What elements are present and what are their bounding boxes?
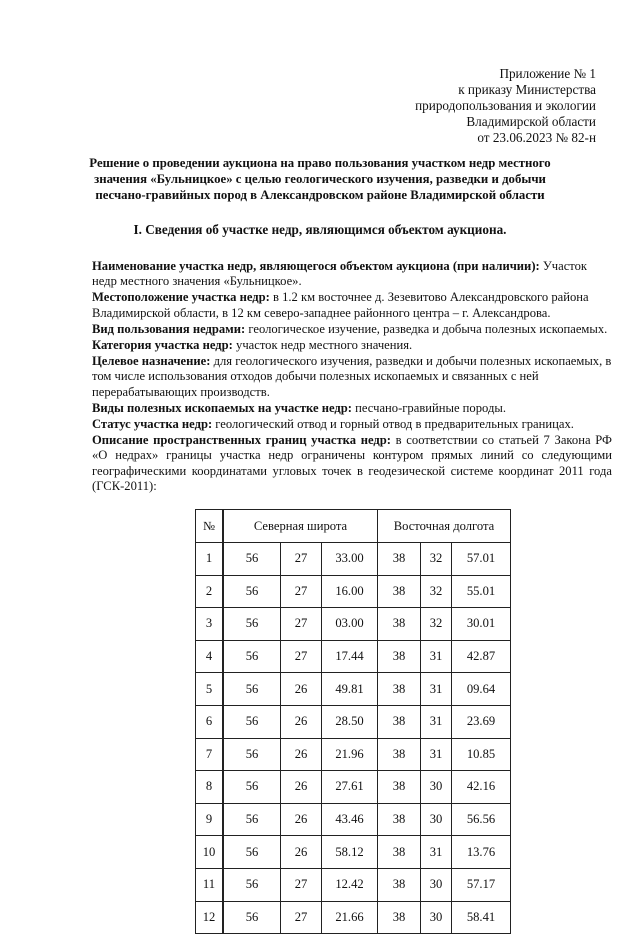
lat-minutes-cell: 26 [281,705,322,738]
table-body [196,543,511,934]
info-label: Наименование участка недр, являющегося объектом аукциона (при наличии): [92,259,540,273]
section-heading: I. Сведения об участке недр, являющимся объектом аукциона. [133,222,507,237]
table-row [196,901,511,934]
table-row [196,771,511,804]
appendix-line: к приказу Министерства [458,82,596,97]
table-row [196,868,511,901]
lat-minutes-cell: 27 [281,640,322,673]
lat-seconds-cell: 58.12 [322,836,378,869]
header-number: № [196,510,224,543]
lon-degrees-cell: 38 [378,705,421,738]
point-number-cell: 9 [196,803,224,836]
info-label: Виды полезных ископаемых на участке недр: [92,400,352,415]
info-item [92,354,612,400]
point-number-cell: 8 [196,771,224,804]
lat-degrees-cell: 56 [223,901,281,934]
table-row [196,608,511,641]
lon-minutes-cell: 30 [421,868,452,901]
lon-minutes-cell: 32 [421,608,452,641]
table-row [196,575,511,608]
lon-minutes-cell: 31 [421,836,452,869]
point-number-cell: 1 [196,543,224,576]
lon-minutes-cell: 31 [421,673,452,706]
lon-minutes-cell: 30 [421,771,452,804]
table-row [196,738,511,771]
lon-seconds-cell: 58.41 [452,901,511,934]
lat-seconds-cell: 27.61 [322,771,378,804]
lon-seconds-cell: 42.16 [452,771,511,804]
lon-degrees-cell: 38 [378,868,421,901]
lon-minutes-cell: 30 [421,901,452,934]
document-title: Решение о проведении аукциона на право пользования участком недр местного значения «Бульницкое» с целью геологического изучения, разведки и добычи песчано-гравийных пород в Александровском районе Владимирской области [89,156,551,202]
lat-seconds-cell: 49.81 [322,673,378,706]
lon-degrees-cell: 38 [378,608,421,641]
info-item [92,259,612,289]
info-item [92,401,612,416]
point-number-cell: 4 [196,640,224,673]
lat-degrees-cell: 56 [223,771,281,804]
lat-minutes-cell: 27 [281,575,322,608]
info-label: Вид пользования недрами: [92,321,246,336]
lat-minutes-cell: 26 [281,738,322,771]
appendix-line: Владимирской области [466,114,596,129]
info-text: геологическое изучение, разведка и добыча полезных ископаемых. [245,321,608,336]
lat-minutes-cell: 26 [281,836,322,869]
lat-minutes-cell: 26 [281,803,322,836]
table-row [196,640,511,673]
info-label: Описание пространственных границ участка недр: [92,433,391,448]
lon-seconds-cell: 30.01 [452,608,511,641]
lon-seconds-cell: 56.56 [452,803,511,836]
header-north-latitude: Северная широта [223,510,378,543]
point-number-cell: 3 [196,608,224,641]
lat-seconds-cell: 21.66 [322,901,378,934]
coordinates-table [195,509,511,934]
lat-seconds-cell: 28.50 [322,705,378,738]
table-row [196,673,511,706]
lon-degrees-cell: 38 [378,640,421,673]
lat-degrees-cell: 56 [223,608,281,641]
table-row [196,836,511,869]
point-number-cell: 10 [196,836,224,869]
appendix-reference [415,66,596,146]
point-number-cell: 6 [196,705,224,738]
site-info [92,259,612,495]
lon-minutes-cell: 32 [421,575,452,608]
lat-seconds-cell: 17.44 [322,640,378,673]
lat-degrees-cell: 56 [223,543,281,576]
lon-degrees-cell: 38 [378,543,421,576]
lat-degrees-cell: 56 [223,803,281,836]
lat-minutes-cell: 27 [281,608,322,641]
lat-degrees-cell: 56 [223,738,281,771]
info-text: Участок недр местного значения «Бульницкое». [92,259,588,289]
appendix-line: природопользования и экологии [415,98,596,113]
lon-degrees-cell: 38 [378,901,421,934]
appendix-line: от 23.06.2023 № 82-н [477,130,596,145]
info-label: Категория участка недр: [92,338,233,353]
lon-degrees-cell: 38 [378,803,421,836]
info-text: геологический отвод и горный отвод в предварительных границах. [212,417,574,432]
lat-seconds-cell: 21.96 [322,738,378,771]
info-label: Целевое назначение: [92,354,211,369]
table-row [196,705,511,738]
info-label: Местоположение участка недр: [92,290,270,305]
lat-minutes-cell: 27 [281,868,322,901]
lon-degrees-cell: 38 [378,738,421,771]
table-header-row [196,510,511,543]
info-text: участок недр местного значения. [232,338,413,353]
lat-minutes-cell: 26 [281,771,322,804]
info-text: песчано-гравийные породы. [351,400,506,415]
lon-seconds-cell: 10.85 [452,738,511,771]
lon-degrees-cell: 38 [378,836,421,869]
lon-seconds-cell: 42.87 [452,640,511,673]
lon-minutes-cell: 31 [421,705,452,738]
info-item [92,433,612,494]
point-number-cell: 12 [196,901,224,934]
lat-degrees-cell: 56 [223,673,281,706]
lon-seconds-cell: 57.17 [452,868,511,901]
info-item [92,417,612,432]
lon-seconds-cell: 57.01 [452,543,511,576]
info-item [92,290,612,320]
appendix-line: Приложение № 1 [499,66,596,81]
info-label: Статус участка недр: [92,417,213,432]
lat-degrees-cell: 56 [223,640,281,673]
lat-seconds-cell: 33.00 [322,543,378,576]
lat-seconds-cell: 03.00 [322,608,378,641]
lon-minutes-cell: 32 [421,543,452,576]
lat-seconds-cell: 12.42 [322,868,378,901]
lat-degrees-cell: 56 [223,705,281,738]
lon-minutes-cell: 31 [421,640,452,673]
info-text: для геологического изучения, разведки и добычи полезных ископаемых, в том числе использования отходов добычи полезных ископаемых и связанных с ней перерабатывающих производств. [92,354,612,399]
lon-seconds-cell: 23.69 [452,705,511,738]
table-row [196,803,511,836]
lat-minutes-cell: 27 [281,543,322,576]
point-number-cell: 11 [196,868,224,901]
point-number-cell: 7 [196,738,224,771]
info-item [92,338,612,353]
table-row [196,543,511,576]
lat-seconds-cell: 43.46 [322,803,378,836]
lon-seconds-cell: 09.64 [452,673,511,706]
lon-minutes-cell: 30 [421,803,452,836]
point-number-cell: 5 [196,673,224,706]
info-item [92,322,612,337]
info-text: в соответствии со статьей 7 Закона РФ «О недрах» границы участка недр ограничены контуром прямых линий со следующими географическими координатами угловых точек в геодезической системе координат 2011 года (ГСК-2011): [92,433,612,493]
lon-minutes-cell: 31 [421,738,452,771]
lat-minutes-cell: 26 [281,673,322,706]
lon-seconds-cell: 13.76 [452,836,511,869]
lat-minutes-cell: 27 [281,901,322,934]
lat-degrees-cell: 56 [223,575,281,608]
header-east-longitude: Восточная долгота [378,510,511,543]
point-number-cell: 2 [196,575,224,608]
lat-seconds-cell: 16.00 [322,575,378,608]
lon-degrees-cell: 38 [378,575,421,608]
lon-degrees-cell: 38 [378,771,421,804]
lon-seconds-cell: 55.01 [452,575,511,608]
lat-degrees-cell: 56 [223,836,281,869]
info-text: в 1.2 км восточнее д. Зезевитово Александровского района Владимирской области, в 12 км северо-западнее районного центра – г. Александрова. [92,290,589,320]
lon-degrees-cell: 38 [378,673,421,706]
lat-degrees-cell: 56 [223,868,281,901]
